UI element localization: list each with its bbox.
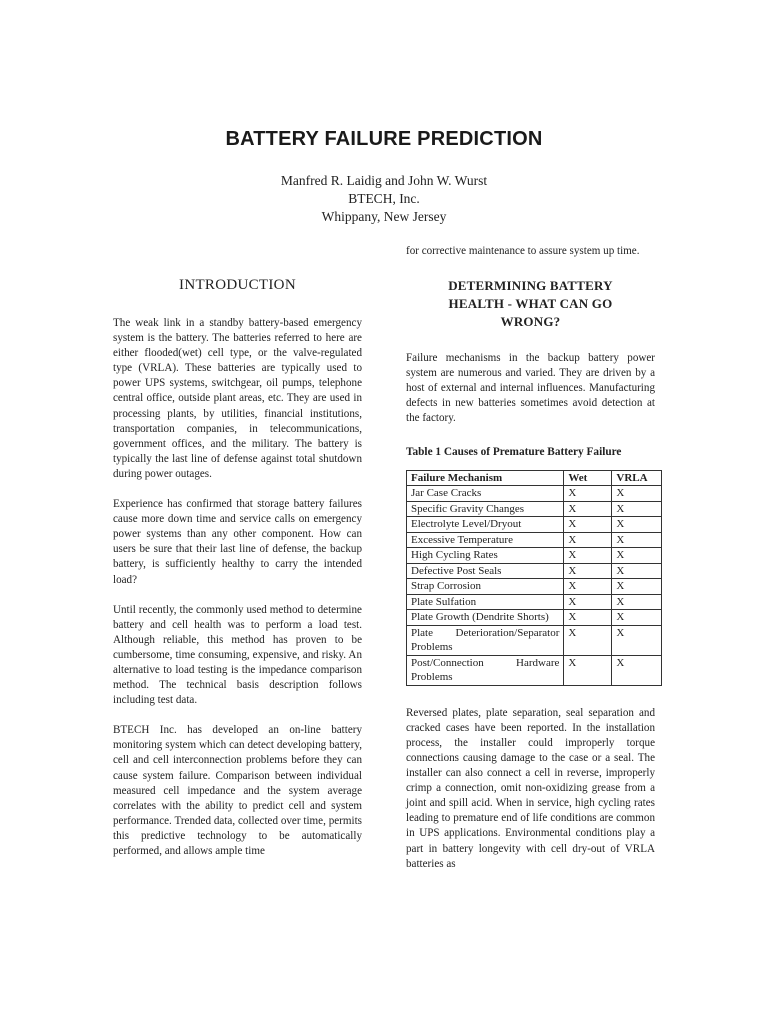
mechanism-cell: High Cycling Rates: [407, 548, 564, 564]
vrla-cell: X: [612, 579, 662, 595]
vrla-cell: X: [612, 610, 662, 626]
vrla-cell: X: [612, 548, 662, 564]
wet-cell: X: [564, 610, 612, 626]
health-heading-line-2: HEALTH - WHAT CAN GO: [448, 296, 613, 312]
table-row: [407, 532, 662, 548]
intro-paragraph-4: BTECH Inc. has developed an on-line battery monitoring system which can detect developing battery, cell and cell interconnection problems before they can cause system failure. Comparison between individual measured cell impedance and the system average correlates with the ability to predict cell and system performance. Trended data, collected over time, permits this predictive technology to be automatically performed, and allows ample time: [113, 724, 362, 857]
table-row: [407, 548, 662, 564]
introduction-heading: INTRODUCTION: [179, 277, 296, 293]
wet-cell: X: [564, 563, 612, 579]
header-vrla: VRLA: [612, 470, 662, 486]
table-row: [407, 625, 662, 655]
table-row: [407, 486, 662, 502]
health-heading-line-3: WRONG?: [500, 314, 561, 330]
table-row: [407, 579, 662, 595]
health-heading-line-1: DETERMINING BATTERY: [448, 278, 613, 294]
author-block: [0, 172, 768, 226]
vrla-cell: X: [612, 532, 662, 548]
table-row: [407, 594, 662, 610]
health-heading: [406, 277, 655, 331]
vrla-cell: X: [612, 625, 662, 655]
right-column: [406, 244, 655, 872]
table-caption: Table 1 Causes of Premature Battery Failure: [406, 445, 622, 458]
table-row: [407, 655, 662, 685]
mechanism-cell: Specific Gravity Changes: [407, 501, 564, 517]
vrla-cell: X: [612, 563, 662, 579]
vrla-cell: X: [612, 517, 662, 533]
health-paragraph: Failure mechanisms in the backup battery power system are numerous and varied. They are driven by a host of external and internal influences. Manufacturing defects in new batteries sometimes avoid detection at the factory.: [406, 352, 655, 425]
mechanism-cell: Electrolyte Level/Dryout: [407, 517, 564, 533]
failure-discussion-paragraph: Reversed plates, plate separation, seal separation and cracked cases have been reported. In the installation process, the installer could improperly torque connections causing damage to the case or a seal. The installer can also connect a cell in reverse, improperly crimp a connection, omit non-oxidizing grease from a joint and spill acid. When in service, high cycling rates leading to premature end of life conditions are common in UPS applications. Environmental conditions play a part in battery longevity with cell dry-out of VRLA batteries as: [406, 706, 655, 870]
mechanism-cell: Plate Growth (Dendrite Shorts): [407, 610, 564, 626]
intro-paragraph-3: Until recently, the commonly used method to determine battery and cell health was to perform a load test. Although reliable, this method has proven to be cumbersome, time consuming, expensive, and risky. An alternative to load testing is the impedance comparison method. The technical basis description follows including test data.: [113, 603, 362, 707]
header-failure-mechanism: Failure Mechanism: [407, 470, 564, 486]
mechanism-cell: Strap Corrosion: [407, 579, 564, 595]
wet-cell: X: [564, 532, 612, 548]
wet-cell: X: [564, 625, 612, 655]
wet-cell: X: [564, 501, 612, 517]
vrla-cell: X: [612, 655, 662, 685]
intro-paragraph-1: The weak link in a standby battery-based emergency system is the battery. The batteries referred to here are either flooded(wet) cell type, or the valve-regulated type (VRLA). These batteries are typically used to power UPS systems, switchgear, oil pumps, telephone central office, outside plant areas, etc. They are used in processing plants, by utilities, financial institutions, transportation companies, in telecommunications, government offices, and the military. The battery is typically the last line of defense against total shutdown during power outages.: [113, 317, 362, 480]
wet-cell: X: [564, 486, 612, 502]
failure-causes-table: [406, 470, 662, 686]
wet-cell: X: [564, 548, 612, 564]
wet-cell: X: [564, 594, 612, 610]
vrla-cell: X: [612, 501, 662, 517]
wet-cell: X: [564, 579, 612, 595]
mechanism-cell: Plate Deterioration/Separator Problems: [407, 625, 564, 655]
mechanism-cell: Defective Post Seals: [407, 563, 564, 579]
mechanism-cell: Excessive Temperature: [407, 532, 564, 548]
author-location: Whippany, New Jersey: [321, 209, 447, 224]
wet-cell: X: [564, 517, 612, 533]
table-row: [407, 563, 662, 579]
left-column: [113, 268, 362, 874]
vrla-cell: X: [612, 594, 662, 610]
table-row: [407, 610, 662, 626]
wet-cell: X: [564, 655, 612, 685]
author-names: Manfred R. Laidig and John W. Wurst: [280, 173, 488, 188]
intro-paragraph-2: Experience has confirmed that storage battery failures cause more down time and service calls on emergency power systems than any other component. How can users be sure that their last line of defense, the backup battery, is sufficiently healthy to carry the intended load?: [113, 498, 362, 586]
mechanism-cell: Jar Case Cracks: [407, 486, 564, 502]
author-affiliation: BTECH, Inc.: [348, 191, 420, 206]
mechanism-cell: Plate Sulfation: [407, 594, 564, 610]
header-wet: Wet: [564, 470, 612, 486]
table-row: [407, 517, 662, 533]
continuation-text: for corrective maintenance to assure system up time.: [406, 245, 640, 257]
table-header-row: [407, 470, 662, 486]
mechanism-cell: Post/Connection Hardware Problems: [407, 655, 564, 685]
vrla-cell: X: [612, 486, 662, 502]
table-row: [407, 501, 662, 517]
paper-title: BATTERY FAILURE PREDICTION: [225, 128, 543, 150]
